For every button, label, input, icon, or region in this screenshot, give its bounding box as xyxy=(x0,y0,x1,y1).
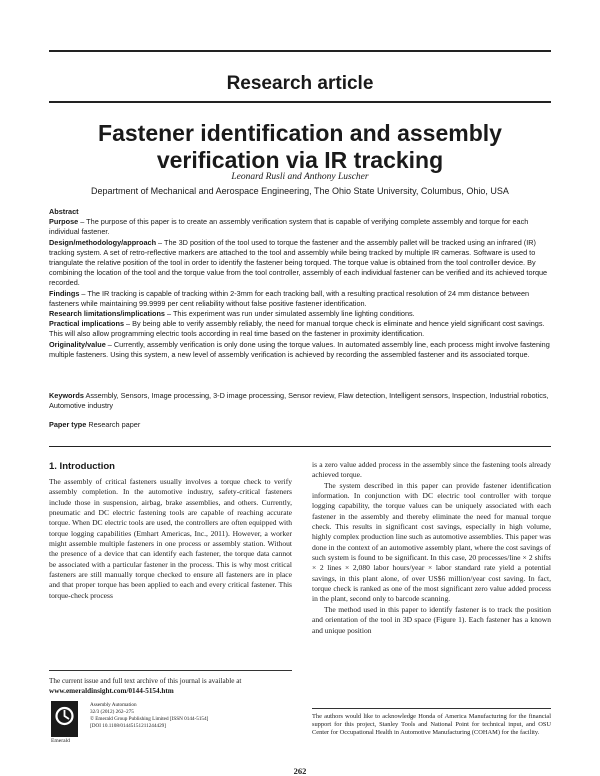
paper-type xyxy=(49,420,140,429)
abstract-heading: Abstract xyxy=(49,207,79,216)
affiliation: Department of Mechanical and Aerospace Engineering, The Ohio State University, Columbus, Ohio, USA xyxy=(91,186,509,196)
paper-type-label: Paper type xyxy=(49,420,87,429)
journal-volume: 32/3 (2012) 262–275 xyxy=(90,708,134,715)
practical-label: Practical implications xyxy=(49,319,125,329)
abstract-bottom-rule xyxy=(49,446,551,447)
abstract-design xyxy=(49,238,551,289)
originality-text: – Currently, assembly verification is only done using the torque values. In automated assembly line, each process might involve fastening multiple fasteners. Using this system, a new level of assembly verification is achieved by recording the assembled fastener and its associated torque. xyxy=(49,339,550,359)
abstract xyxy=(49,207,551,360)
limitations-label: Research limitations/implications xyxy=(49,309,165,319)
authors: Leonard Rusli and Anthony Luscher xyxy=(231,172,369,182)
keywords xyxy=(49,391,551,411)
archive-note-text: The current issue and full text archive of this journal is available at xyxy=(49,677,242,685)
section-heading-introduction: 1. Introduction xyxy=(49,461,115,472)
limitations-text: – This experiment was run under simulated assembly line lighting conditions. xyxy=(164,309,415,319)
journal-info xyxy=(90,702,208,730)
abstract-purpose xyxy=(49,217,551,237)
intro-paragraph: The assembly of critical fasteners usually involves a torque check to verify assembly completion. In the automotive industry, safety-critical fasteners include those in suspension, airbag, brake assemblies, and others. Currently, pneumatic and DC electric fastening tools are capable of reaching accurate torque. When DC electric tools are used, the controllers are often equipped with torque logging capabilities (Emhart Americas, Inc., 2011). However, a worker might assemble multiple fasteners in one process or assembly station. Without the presence of a device that can identify each fastener, the torque data cannot be associated with a particular fastener in the process. This is why most critical fasteners are still manually torque checked to ensure all fasteners are in place and that proper torque has been applied to each and every critical fastener. This torque-check process xyxy=(49,477,292,600)
section-label: Research article xyxy=(226,73,374,94)
journal-publisher: © Emerald Group Publishing Limited [ISSN 0144-5154] xyxy=(90,715,209,722)
findings-text: – The IR tracking is capable of tracking within 2-3mm for each tracking ball, with a resulting practical resolution of 24 mm distance between fasteners while maintaining 99.9999 per cent reliability without false positive fastener identification. xyxy=(49,288,530,308)
body-column-left xyxy=(49,477,292,601)
intro-paragraph: is a zero value added process in the assembly since the fastening tools already achieved torque. xyxy=(312,460,551,480)
emerald-logo-icon xyxy=(51,701,78,737)
page-number: 262 xyxy=(293,766,307,776)
findings-label: Findings xyxy=(49,288,80,298)
paper-type-value: Research paper xyxy=(86,420,141,429)
purpose-label: Purpose xyxy=(49,217,79,227)
journal-name: Assembly Automation xyxy=(90,702,137,708)
keywords-label: Keywords xyxy=(49,391,84,400)
abstract-limitations xyxy=(49,309,551,319)
emerald-logo-text: Emerald xyxy=(51,738,70,744)
archive-url[interactable]: www.emeraldinsight.com/0144-5154.htm xyxy=(49,687,174,695)
header-rule xyxy=(49,101,551,103)
abstract-findings xyxy=(49,289,551,309)
acknowledgment: The authors would like to acknowledge Honda of America Manufacturing for the financial support for this project, Stanley Tools and National Point for technical input, and OSU Center for Occupational Health in Automotive Manufacturing (COHAM) for the facility. xyxy=(312,713,551,737)
paper-title: Fastener identification and assembly verification via IR tracking xyxy=(98,120,502,173)
abstract-originality xyxy=(49,340,551,360)
top-rule xyxy=(49,50,551,52)
practical-text: – By being able to verify assembly reliably, the need for manual torque check is eliminate and hence yield significant cost savings. This will also allow programming electric tools according in real time based on the fastener in proximity identification. xyxy=(49,319,545,339)
design-text: – The 3D position of the tool used to torque the fastener and the assembly pallet will be tracked using an infrared (IR) tracking system. A set of retro-reflective markers are attached to the tool and assembly while being tracked by multiple IR cameras. Software is used to triangulate the relative position of the tool in order to identify the fastener being torqued. The torque value is obtained from the tool controller device. By combining the location of the tool and the torque value from the tool controller, assembly of each individual fastener can be verified and its achieved torque recorded. xyxy=(49,237,548,288)
body-column-right xyxy=(312,460,551,636)
purpose-text: – The purpose of this paper is to create an assembly verification system that is capable of verifying complete assembly and torque for each individual fastener. xyxy=(49,217,529,237)
footer-divider-right xyxy=(312,708,551,709)
design-label: Design/methodology/approach xyxy=(49,237,157,247)
abstract-practical xyxy=(49,319,551,339)
keywords-text: Assembly, Sensors, Image processing, 3-D image processing, Sensor review, Flaw detection, Intelligent sensors, Inspection, Industrial robotics, Automotive industry xyxy=(49,391,549,411)
intro-paragraph: The method used in this paper to identify fastener is to track the position and orientation of the tool in 3D space (Figure 1). Each fastener has a known and unique position xyxy=(312,604,551,635)
footer-divider-left xyxy=(49,670,292,671)
originality-label: Originality/value xyxy=(49,339,106,349)
archive-note xyxy=(49,676,292,696)
intro-paragraph: The system described in this paper can provide fastener identification information. In conjunction with DC electric tool controller with torque logging capability, the torque values can be uniquely associated with each fastener in the assembly and thereby eliminate the need for manual torque check. This results in significant cost savings, especially in high volume, highly complex production line such as automotive assemblies. This paper was done in the context of an automotive assembly plant, where the cost savings of such system is found to be significant. In this case, 20 processes/line × 2 shifts × 2 lines × 2,080 labor hours/year × labor standard rate yield a potential savings, in this plant alone, of over US$6 million/year cost saving. In fact, torque check is ranked as one of the most significant zero value added process in the plant, second only to barcode scanning. xyxy=(312,480,551,604)
journal-doi: [DOI 10.1108/01445151211244429] xyxy=(90,722,166,729)
